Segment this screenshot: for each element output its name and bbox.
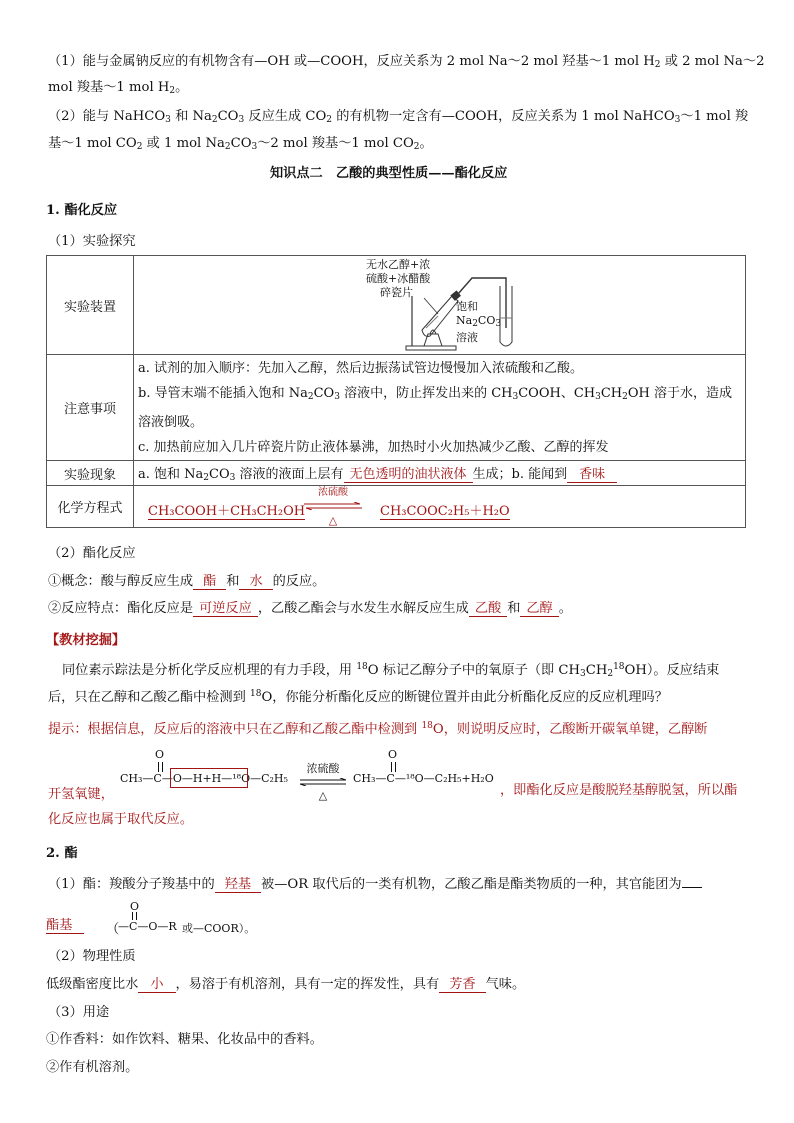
hint-line-1 — [48, 718, 707, 737]
answer-blank: 小 — [138, 977, 175, 993]
text: 溶液中，防止挥发出来的 CH — [339, 385, 513, 401]
text: 被—OR 取代后的一类有机物，乙酸乙酯是酯类物质的一种，其官能团为 — [261, 877, 682, 892]
apparatus-cell — [134, 256, 746, 355]
subscript: 2 — [326, 115, 333, 125]
text: ～1 mol 羧 — [680, 109, 749, 124]
subscript: 3 — [238, 115, 245, 125]
text: 后，只在乙醇和乙酸乙酯中检测到 — [48, 690, 251, 705]
feature-line — [48, 597, 572, 617]
text: 和 — [226, 574, 240, 589]
subscript: 3 — [495, 319, 502, 329]
text: CH — [585, 663, 608, 678]
subscript: 3 — [229, 473, 236, 483]
intro-paragraph-1-line-2 — [48, 76, 188, 96]
subscript: 3 — [251, 142, 258, 152]
subscript: 2 — [472, 319, 478, 329]
label-phenomenon: 实验现象 — [47, 461, 134, 486]
subscript: 2 — [203, 473, 210, 483]
text: 。 — [558, 601, 572, 616]
text: a. 饱和 Na — [138, 467, 204, 482]
text: 基～1 mol CO — [48, 136, 137, 151]
note-a: a. 试剂的加入顺序：先加入乙醇，然后边振荡试管边慢慢加入浓硫酸和乙酸。 — [138, 360, 584, 376]
textbook-p2 — [48, 686, 668, 705]
text: CO — [477, 314, 496, 327]
use-2: ②作有机溶剂。 — [46, 1060, 139, 1075]
text: 生成；b. 能闻到 — [472, 467, 568, 482]
row-notes — [47, 355, 746, 461]
subscript: 3 — [595, 391, 601, 402]
heading-esterification: 1. 酯化反应 — [46, 203, 118, 218]
phenomenon-cell — [134, 461, 746, 486]
physical-line — [46, 973, 525, 993]
subscript: 2 — [211, 115, 218, 125]
subscript: 2 — [622, 391, 628, 402]
subscript: 3 — [334, 391, 340, 402]
label: 碎瓷片 — [380, 286, 413, 299]
ester-def-line — [48, 873, 702, 893]
subscript: 2 — [224, 142, 231, 152]
mech-condition — [298, 760, 348, 802]
label: 无水乙醇+浓 — [366, 258, 431, 271]
condition-bottom: △ — [318, 789, 328, 802]
double-bond — [391, 762, 396, 772]
text: 同位素示踪法是分析化学反应机理的有力手段，用 — [62, 663, 357, 678]
text: O 标记乙醇分子中的氧原子（即 CH — [367, 663, 581, 678]
answer-blank: 乙醇 — [520, 601, 558, 617]
equation-cell — [134, 486, 746, 528]
superscript: 18 — [613, 662, 625, 672]
text: CO — [209, 467, 230, 482]
ester-group-formula: —C—O—R — [118, 920, 177, 933]
textbook-tag: 【教材挖掘】 — [46, 633, 126, 648]
condition-top: 浓硫酸 — [318, 487, 348, 498]
row-apparatus — [47, 256, 746, 355]
note-c: c. 加热前应加入几片碎瓷片防止液体暴沸，加热时小火加热减少乙酸、乙醇的挥发 — [138, 439, 609, 455]
answer-blank: 酯基 — [46, 918, 84, 934]
answer-blank: 羟基 — [215, 877, 261, 893]
text: 或 2 mol Na～2 — [660, 54, 765, 69]
intro-paragraph-1-line-1 — [48, 50, 765, 70]
reactants: CH₃—C—O—H+H—¹⁸O—C₂H₅ — [120, 772, 288, 785]
label: 溶液 — [456, 331, 478, 344]
answer-blank: 可逆反应 — [193, 601, 258, 617]
subscript: 2 — [307, 391, 314, 402]
subscript: 2 — [136, 142, 143, 152]
condition-top: 浓硫酸 — [306, 762, 340, 775]
notes-cell — [134, 355, 746, 461]
text: 或—COOR）。 — [182, 922, 256, 935]
text: ②反应特点：酯化反应是 — [48, 601, 194, 616]
answer-blank: 水 — [239, 574, 272, 590]
subscript: 2 — [413, 142, 420, 152]
use-1: ①作香料：如作饮料、糖果、化妆品中的香料。 — [46, 1032, 323, 1047]
mechanism-equation — [120, 748, 500, 802]
answer-blank: 香味 — [567, 467, 617, 483]
text: ，易溶于有机溶剂，具有一定的挥发性，具有 — [175, 977, 440, 992]
intro-paragraph-2-line-2 — [48, 132, 433, 152]
subscript: 2 — [607, 669, 614, 679]
textbook-p1 — [62, 659, 719, 679]
subscript: 3 — [512, 391, 519, 402]
hint-line-2b: ，即酯化反应是酸脱羟基醇脱氢，所以酯 — [500, 783, 738, 798]
label: 饱和 — [456, 300, 478, 313]
superscript: 18 — [421, 721, 433, 731]
subscript: 2 — [654, 60, 661, 70]
superscript: 18 — [250, 689, 262, 699]
intro-paragraph-2-line-1 — [48, 105, 748, 125]
text: （2）能与 NaHCO — [48, 109, 166, 124]
subheading-esterification: （2）酯化反应 — [48, 546, 136, 561]
double-bond — [132, 912, 137, 920]
subheading-experiment: （1）实验探究 — [48, 234, 136, 249]
section-title: 知识点二 乙酸的典型性质——酯化反应 — [270, 166, 508, 181]
answer-blank: 酯 — [193, 574, 226, 590]
text: （1）酯：羧酸分子羧基中的 — [48, 877, 215, 892]
note-b-cont: 溶液倒吸。 — [138, 414, 204, 430]
answer-blank: 乙酸 — [469, 601, 507, 617]
label-apparatus: 实验装置 — [47, 256, 134, 355]
text: O，你能分析酯化反应的断键位置并由此分析酯化反应的反应机理吗？ — [261, 690, 668, 705]
text: O，则说明反应时，乙酸断开碳氧单键，乙醇断 — [432, 722, 708, 737]
label-notes: 注意事项 — [47, 355, 134, 461]
equation-right: CH₃COOC₂H₅＋H₂O — [380, 500, 510, 520]
text: COOH、CH — [518, 385, 596, 401]
subheading-uses: （3）用途 — [48, 1005, 110, 1020]
text: b. 导管末端不能插入饱和 Na — [138, 385, 308, 401]
carbonyl-oxygen: O — [130, 900, 140, 913]
text: 和 — [507, 601, 521, 616]
carbonyl-oxygen: O — [388, 748, 398, 761]
text: ，乙酸乙酯会与水发生水解反应生成 — [257, 601, 469, 616]
label: 硫酸+冰醋酸 — [366, 272, 431, 285]
text: CO — [313, 385, 335, 401]
text: 溶液的液面上层有 — [235, 467, 344, 482]
text: CO — [230, 136, 252, 151]
text: mol 羧基～1 mol H — [48, 80, 170, 95]
carbonyl-oxygen: O — [155, 748, 165, 761]
label — [456, 314, 501, 331]
text: 的反应。 — [272, 574, 326, 589]
text: Na — [456, 314, 473, 327]
text: OH）。反应结束 — [624, 663, 720, 678]
row-equation — [47, 486, 746, 528]
text: 低级酯密度比水 — [46, 977, 139, 992]
answer-blank: 芳香 — [439, 977, 485, 993]
text: CO — [217, 109, 239, 124]
text: 反应生成 CO — [244, 109, 327, 124]
text: 气味。 — [485, 977, 526, 992]
subscript: 3 — [165, 115, 171, 125]
text: CH — [600, 385, 623, 401]
apparatus-label-right — [456, 300, 501, 345]
bond-break-box — [170, 768, 248, 788]
heading-ester: 2. 酯 — [46, 846, 78, 861]
text: 。 — [419, 136, 433, 151]
equation-left: CH₃COOH＋CH₃CH₂OH — [148, 500, 305, 520]
text: OH 溶于水，造成 — [627, 385, 733, 401]
text: 和 Na — [170, 109, 212, 124]
label-equation: 化学方程式 — [47, 486, 134, 528]
condition-bottom: △ — [328, 514, 338, 527]
row-phenomenon — [47, 461, 746, 486]
double-bond — [158, 762, 163, 772]
text: 的有机物一定含有—COOH，反应关系为 1 mol NaHCO — [332, 109, 675, 124]
experiment-table — [46, 255, 746, 528]
hint-line-3: 化反应也属于取代反应。 — [48, 812, 194, 827]
text: 或 1 mol Na — [142, 136, 225, 151]
ester-def-line-2 — [46, 900, 306, 936]
text: ～2 mol 羧基～1 mol CO — [257, 136, 414, 151]
equation-condition — [302, 486, 364, 527]
answer-blank: 无色透明的油状液体 — [344, 467, 473, 483]
products: CH₃—C—¹⁸O—C₂H₅+H₂O — [353, 772, 494, 785]
subscript: 2 — [169, 86, 176, 96]
subscript: 3 — [674, 115, 681, 125]
text: 。 — [175, 80, 189, 95]
subscript: 3 — [580, 669, 586, 679]
apparatus-label-top — [366, 258, 430, 300]
blank-line — [682, 887, 702, 888]
concept-line — [48, 570, 325, 590]
subheading-physical: （2）物理性质 — [48, 949, 136, 964]
reversible-arrow-icon — [298, 778, 348, 786]
text: 提示：根据信息，反应后的溶液中只在乙醇和乙酸乙酯中检测到 — [48, 722, 422, 737]
text: （ — [106, 922, 120, 937]
note-b — [138, 381, 741, 410]
hint-line-2a: 开氢氧键， — [48, 787, 114, 802]
reversible-arrow-icon — [302, 502, 364, 510]
text: ①概念：酸与醇反应生成 — [48, 574, 194, 589]
text: （1）能与金属钠反应的有机物含有—OH 或—COOH，反应关系为 2 mol Na～2 mol 羟基～1 mol H — [48, 54, 655, 69]
superscript: 18 — [356, 662, 368, 672]
